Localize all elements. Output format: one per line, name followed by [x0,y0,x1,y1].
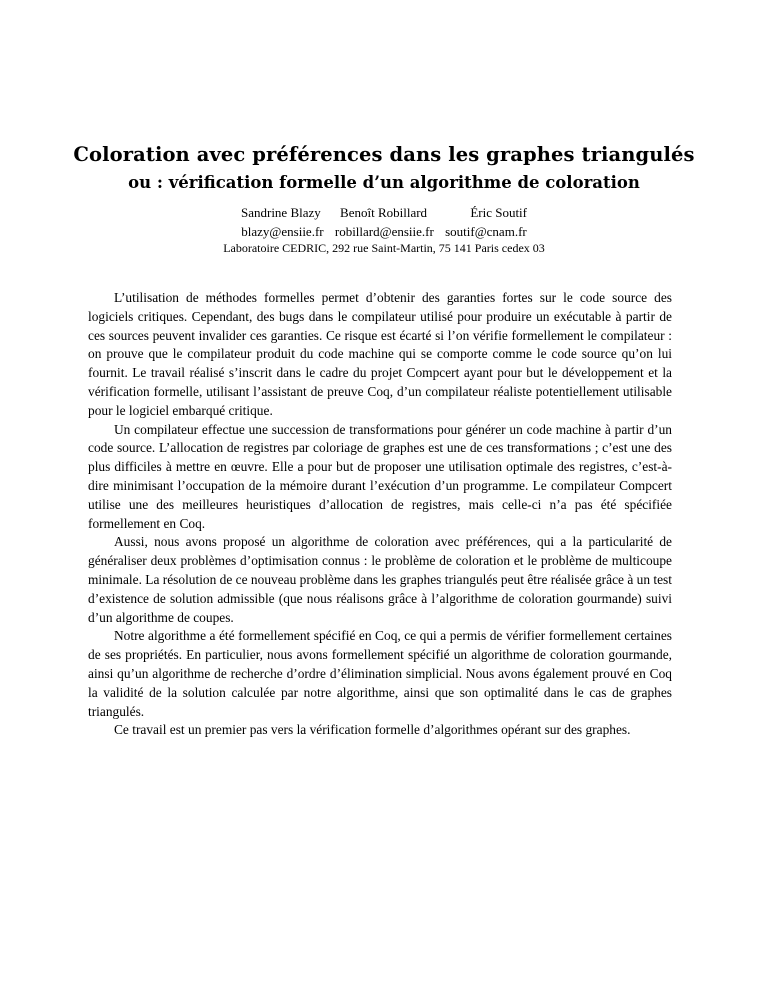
author-email: soutif@cnam.fr [445,224,527,239]
abstract-paragraph: Ce travail est un premier pas vers la vérification formelle d’algorithmes opérant sur des graphes. [114,722,631,738]
author-email: robillard@ensiie.fr [334,224,434,239]
abstract-paragraph: L’utilisation de méthodes formelles permet d’obtenir des garanties fortes sur le code source des logiciels critiques. Cependant, des bugs dans le compilateur utilisé pour produire un exécutable à partir de ces sources peuvent invalider ces garanties. Ce risque est écarté si l’on vérifie formellement le compilateur : on prouve que le compilateur produit du code machine qui se comporte comme le code source qu’on lui fournit. Le travail réalisé s’inscrit dans le cadre du projet Compcert ayant pour but le développement et la vérification formelle, utilisant l’assistant de preuve Coq, d’un compilateur réaliste potentiellement utilisable pour le logiciel embarqué critique. [88,290,672,418]
paper-title: Coloration avec préférences dans les graphes triangulés [73,143,695,166]
author-name: Sandrine Blazy [240,205,321,220]
abstract-paragraph: Un compilateur effectue une succession de transformations pour générer un code machine à partir d’un code source. L’allocation de registres par coloriage de graphes est une de ces transformations ; c’est une des plus difficiles à mettre en œuvre. Elle a pour but de proposer une utilisation optimale des registres, c’est-à-dire minimisant l’occupation de la mémoire durant l’exécution d’un programme. Le compilateur Compcert utilise une des meilleures heuristiques d’allocation de registres, mais celle-ci n’a pas été spécifiée formellement en Coq. [88,421,672,531]
author-name: Éric Soutif [470,205,527,220]
email-list [0,224,768,240]
author-list [0,205,768,221]
affiliation: Laboratoire CEDRIC, 292 rue Saint-Martin, 75 141 Paris cedex 03 [223,241,545,255]
abstract-body [88,289,672,740]
author-email: blazy@ensiie.fr [241,224,324,239]
paper-subtitle: ou : vérification formelle d’un algorithme de coloration [128,173,640,192]
abstract-paragraph: Notre algorithme a été formellement spécifié en Coq, ce qui a permis de vérifier formellement certaines de ses propriétés. En particulier, nous avons formellement spécifié un algorithme de coloration gourmande, ainsi qu’un algorithme de recherche d’ordre d’élimination simplicial. Nous avons également prouvé en Coq la validité de la solution calculée par notre algorithme, ainsi que son optimalité dans le cas de graphes triangulés. [88,628,672,719]
author-name: Benoît Robillard [340,205,428,220]
abstract-paragraph: Aussi, nous avons proposé un algorithme de coloration avec préférences, qui a la particularité de généraliser deux problèmes d’optimisation connus : le problème de coloration et le problème de multicoupe minimale. La résolution de ce nouveau problème dans les graphes triangulés peut être réalisée grâce à un test d’existence de solution admissible (que nous réalisons grâce à l’algorithme de coloration gourmande) suivi d’un algorithme de coupes. [88,534,672,625]
